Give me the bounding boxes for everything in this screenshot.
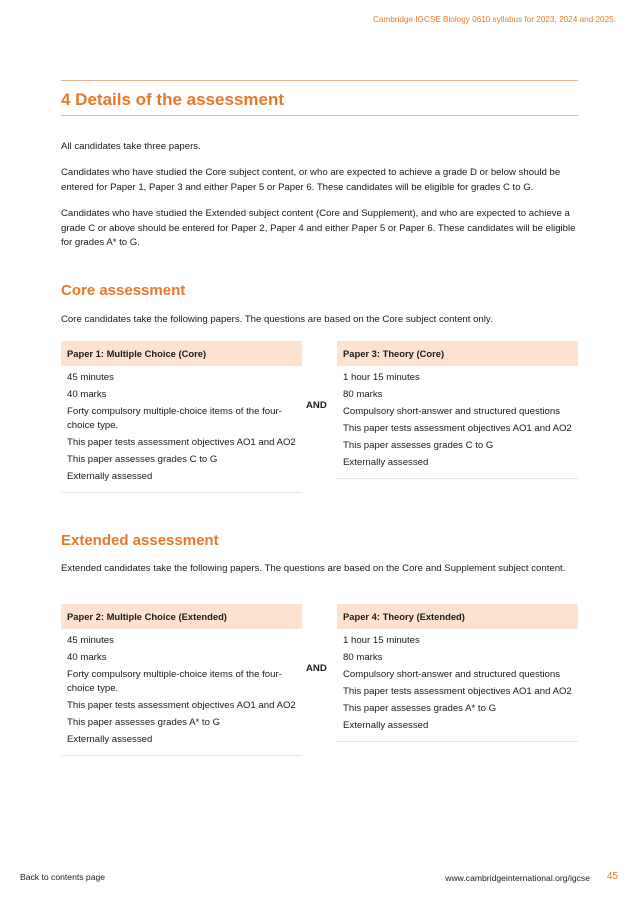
paper-1-marks: 40 marks	[67, 389, 107, 400]
paper-4-marks: 80 marks	[343, 652, 383, 663]
core-assessment-heading: Core assessment	[61, 282, 186, 299]
paper-1-objectives: This paper tests assessment objectives AO1 and AO2	[67, 437, 296, 448]
paper-2-grades: This paper assesses grades A* to G	[67, 717, 221, 728]
paper-4-format: Compulsory short-answer and structured questions	[343, 669, 561, 680]
paper-4-box	[337, 604, 578, 742]
paper-2-assessed: Externally assessed	[67, 734, 153, 745]
paper-4-duration: 1 hour 15 minutes	[343, 635, 420, 646]
core-and-label: AND	[306, 400, 327, 411]
website-link[interactable]: www.cambridgeinternational.org/igcse	[445, 873, 590, 883]
back-to-contents-link[interactable]: Back to contents page	[20, 872, 106, 882]
paper-1-box	[61, 341, 302, 493]
paper-3-box	[337, 341, 578, 479]
paper-3-duration: 1 hour 15 minutes	[343, 372, 420, 383]
paper-4-objectives: This paper tests assessment objectives AO1 and AO2	[343, 686, 572, 697]
paper-4-assessed: Externally assessed	[343, 720, 429, 731]
page-title: 4 Details of the assessment	[61, 90, 284, 109]
paper-1-title: Paper 1: Multiple Choice (Core)	[61, 341, 302, 366]
paper-3-objectives: This paper tests assessment objectives AO1 and AO2	[343, 423, 572, 434]
extended-intro: Extended candidates take the following papers. The questions are based on the Core and Supplement subject content.	[61, 563, 566, 574]
intro-paragraph-1: All candidates take three papers.	[61, 141, 201, 152]
paper-3-grades: This paper assesses grades C to G	[343, 440, 494, 451]
extended-and-label: AND	[306, 663, 327, 674]
paper-2-title: Paper 2: Multiple Choice (Extended)	[61, 604, 302, 629]
paper-1-format: Forty compulsory multiple-choice items of the four-choice type.	[67, 406, 282, 431]
paper-2-objectives: This paper tests assessment objectives AO1 and AO2	[67, 700, 296, 711]
paper-3-marks: 80 marks	[343, 389, 383, 400]
paper-2-format: Forty compulsory multiple-choice items of the four-choice type.	[67, 669, 282, 694]
paper-1-assessed: Externally assessed	[67, 471, 153, 482]
paper-2-box	[61, 604, 302, 756]
section-heading-block	[61, 80, 578, 116]
paper-1-grades: This paper assesses grades C to G	[67, 454, 218, 465]
core-intro: Core candidates take the following papers. The questions are based on the Core subject content only.	[61, 314, 493, 325]
paper-4-grades: This paper assesses grades A* to G	[343, 703, 497, 714]
paper-3-title: Paper 3: Theory (Core)	[337, 341, 578, 366]
extended-assessment-heading: Extended assessment	[61, 532, 219, 549]
intro-paragraph-2: Candidates who have studied the Core subject content, or who are expected to achieve a grade D or below should be entered for Paper 1, Paper 3 and either Paper 5 or Paper 6. These candidates will be eligible for grades C to G.	[61, 167, 561, 193]
intro-paragraph-3: Candidates who have studied the Extended subject content (Core and Supplement), and who are expected to achieve a grade C or above should be entered for Paper 2, Paper 4 and either Paper 5 or Paper 6. These candidates will be eligible for grades A* to G.	[61, 208, 576, 248]
paper-3-format: Compulsory short-answer and structured questions	[343, 406, 561, 417]
paper-1-duration: 45 minutes	[67, 372, 114, 383]
paper-2-duration: 45 minutes	[67, 635, 114, 646]
paper-4-title: Paper 4: Theory (Extended)	[337, 604, 578, 629]
paper-2-marks: 40 marks	[67, 652, 107, 663]
paper-3-assessed: Externally assessed	[343, 457, 429, 468]
running-head: Cambridge IGCSE Biology 0610 syllabus for 2023, 2024 and 2025.	[372, 15, 616, 24]
page-number: 45	[606, 871, 618, 882]
